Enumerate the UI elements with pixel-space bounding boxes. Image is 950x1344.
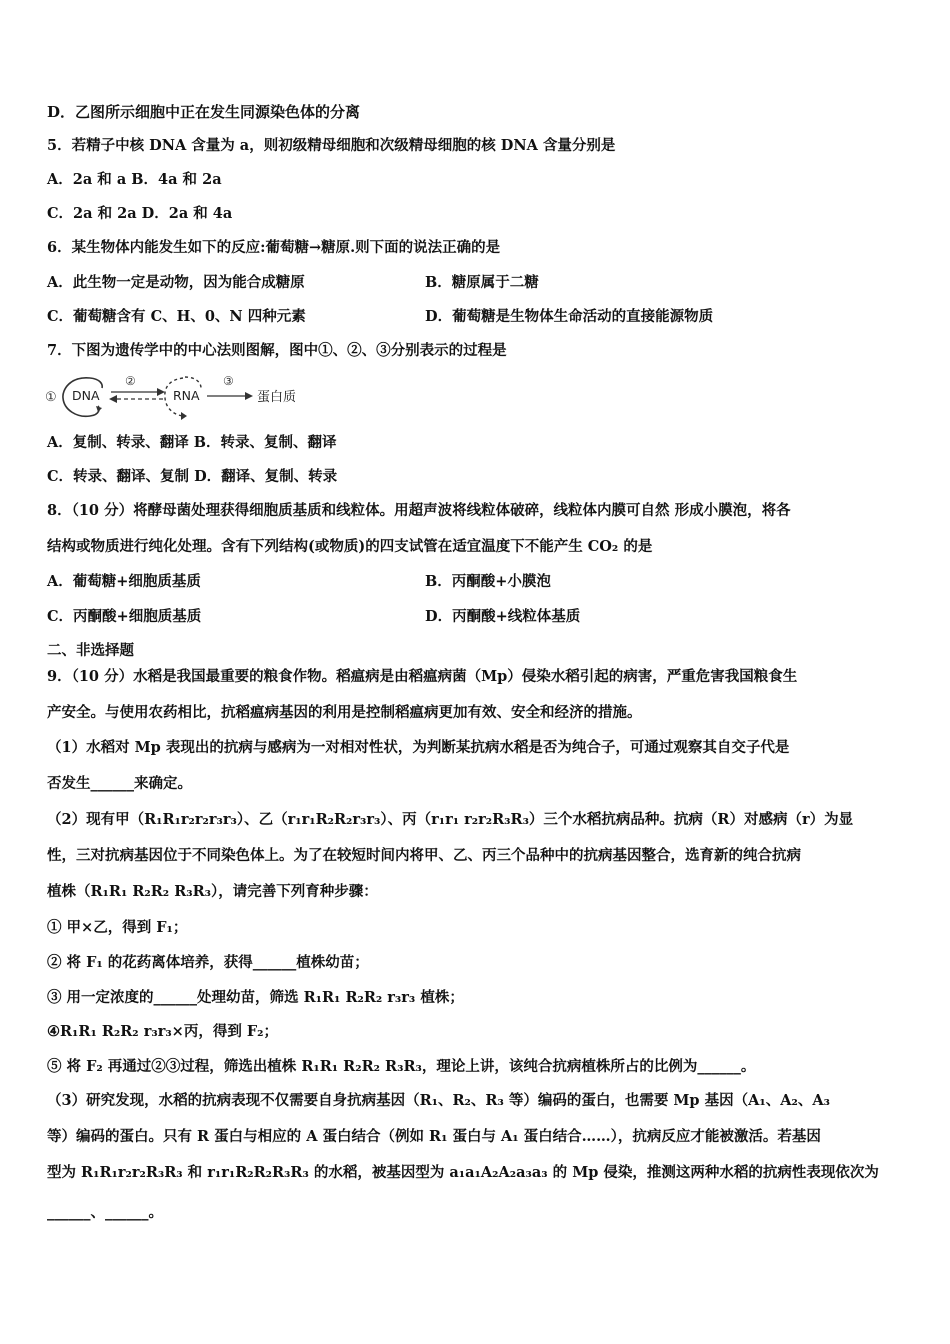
replication-loop-tail xyxy=(90,378,102,388)
section-heading: 二、非选择题 xyxy=(47,642,134,659)
rna-replication-arrowhead xyxy=(181,412,187,420)
q8-stem-line1: 8．（10 分）将酵母菌处理获得细胞质基质和线粒体。用超声波将线粒体破碎，线粒体内膜可自然 形成小膜泡，将各 xyxy=(47,502,791,519)
q9-part3-line2: 等）编码的蛋白。只有 R 蛋白与相应的 A 蛋白结合（例如 R₁ 蛋白与 A₁ 蛋白结合……），抗病反应才能被激活。若基因 xyxy=(47,1128,821,1145)
q9-step5: ⑤ 将 F₂ 再通过②③过程，筛选出植株 R₁R₁ R₂R₂ R₃R₃，理论上讲，该纯合抗病植株所占的比例为______。 xyxy=(47,1058,756,1075)
q9-part3-line3: 型为 R₁R₁r₂r₂R₃R₃ 和 r₁r₁R₂R₂R₃R₃ 的水稻，被基因型为 a₁a₁A₂A₂a₃a₃ 的 Mp 侵染，推测这两种水稻的抗病性表现依次为 xyxy=(47,1164,879,1181)
q6-options-row2 xyxy=(47,307,714,327)
q8-option-b: B．丙酮酸+小膜泡 xyxy=(425,573,551,590)
q7-options-row2: C．转录、翻译、复制 D．翻译、复制、转录 xyxy=(47,468,338,485)
q8-options-row2 xyxy=(47,607,581,627)
q4-option-d: D．乙图所示细胞中正在发生同源染色体的分离 xyxy=(47,103,361,121)
q9-part1-line2: 否发生______来确定。 xyxy=(47,775,192,792)
q9-part3-line4: ______、______。 xyxy=(47,1204,163,1221)
q5-options-row1: A．2a 和 a B．4a 和 2a xyxy=(47,171,222,188)
q5-stem: 5．若精子中核 DNA 含量为 a，则初级精母细胞和次级精母细胞的核 DNA 含量分别是 xyxy=(47,137,616,154)
diagram-mark-2: ② xyxy=(125,374,136,388)
q9-part2-line3: 植株（R₁R₁ R₂R₂ R₃R₃），请完善下列育种步骤： xyxy=(47,883,378,900)
translation-arrowhead xyxy=(245,392,253,400)
diagram-protein-label: 蛋白质 xyxy=(257,390,297,405)
q9-part1-line1: （1）水稻对 Mp 表现出的抗病与感病为一对相对性状，为判断某抗病水稻是否为纯合子，可通过观察其自交子代是 xyxy=(47,739,790,756)
q7-options-row1: A．复制、转录、翻译 B．转录、复制、翻译 xyxy=(47,434,337,451)
q8-options-row1 xyxy=(47,572,551,592)
q5-options-row2: C．2a 和 2a D．2a 和 4a xyxy=(47,205,233,222)
diagram-dna-label: DNA xyxy=(72,388,100,403)
transcription-arrowhead xyxy=(157,388,165,396)
q6-stem: 6．某生物体内能发生如下的反应:葡萄糖→糖原.则下面的说法正确的是 xyxy=(47,239,501,256)
reverse-transcription-arrowhead xyxy=(109,395,117,403)
q9-part2-line2: 性，三对抗病基因位于不同染色体上。为了在较短时间内将甲、乙、丙三个品种中的抗病基因整合，选育新的纯合抗病 xyxy=(47,847,801,864)
diagram-mark-1: ① xyxy=(45,390,57,405)
q9-step2: ② 将 F₁ 的花药离体培养，获得______植株幼苗； xyxy=(47,954,369,971)
diagram-mark-3: ③ xyxy=(223,374,234,388)
q6-option-a: A．此生物一定是动物，因为能合成糖原 xyxy=(47,274,305,291)
central-dogma-diagram xyxy=(45,368,315,422)
q6-option-c: C．葡萄糖含有 C、H、0、N 四种元素 xyxy=(47,308,306,325)
diagram-rna-label: RNA xyxy=(173,388,200,403)
q8-option-a: A．葡萄糖+细胞质基质 xyxy=(47,573,201,590)
q6-options-row1 xyxy=(47,273,539,293)
q9-step3: ③ 用一定浓度的______处理幼苗，筛选 R₁R₁ R₂R₂ r₃r₃ 植株； xyxy=(47,989,464,1006)
q9-step4: ④R₁R₁ R₂R₂ r₃r₃×丙，得到 F₂； xyxy=(47,1023,279,1040)
q8-option-c: C．丙酮酸+细胞质基质 xyxy=(47,608,202,625)
q9-part2-line1: （2）现有甲（R₁R₁r₂r₂r₃r₃）、乙（r₁r₁R₂R₂r₃r₃）、丙（r₁r₁ r₂r₂R₃R₃）三个水稻抗病品种。抗病（R）对感病（r）为显 xyxy=(47,811,854,828)
q8-stem-line2: 结构或物质进行纯化处理。含有下列结构(或物质)的四支试管在适宜温度下不能产生 CO₂ 的是 xyxy=(47,538,653,555)
rna-replication-loop-tail xyxy=(185,377,201,388)
q9-step1: ① 甲×乙，得到 F₁； xyxy=(47,919,188,936)
q9-stem-line1: 9．（10 分）水稻是我国最重要的粮食作物。稻瘟病是由稻瘟病菌（Mp）侵染水稻引起的病害，严重危害我国粮食生 xyxy=(47,668,798,685)
q8-option-d: D．丙酮酸+线粒体基质 xyxy=(425,608,581,625)
q6-option-d: D．葡萄糖是生物体生命活动的直接能源物质 xyxy=(425,308,714,325)
q7-stem: 7．下图为遗传学中的中心法则图解，图中①、②、③分别表示的过程是 xyxy=(47,342,507,359)
q9-stem-line2: 产安全。与使用农药相比，抗稻瘟病基因的利用是控制稻瘟病更加有效、安全和经济的措施。 xyxy=(47,704,642,721)
q9-part3-line1: （3）研究发现，水稻的抗病表现不仅需要自身抗病基因（R₁、R₂、R₃ 等）编码的蛋白，也需要 Mp 基因（A₁、A₂、A₃ xyxy=(47,1092,830,1109)
q6-option-b: B．糖原属于二糖 xyxy=(425,274,539,291)
